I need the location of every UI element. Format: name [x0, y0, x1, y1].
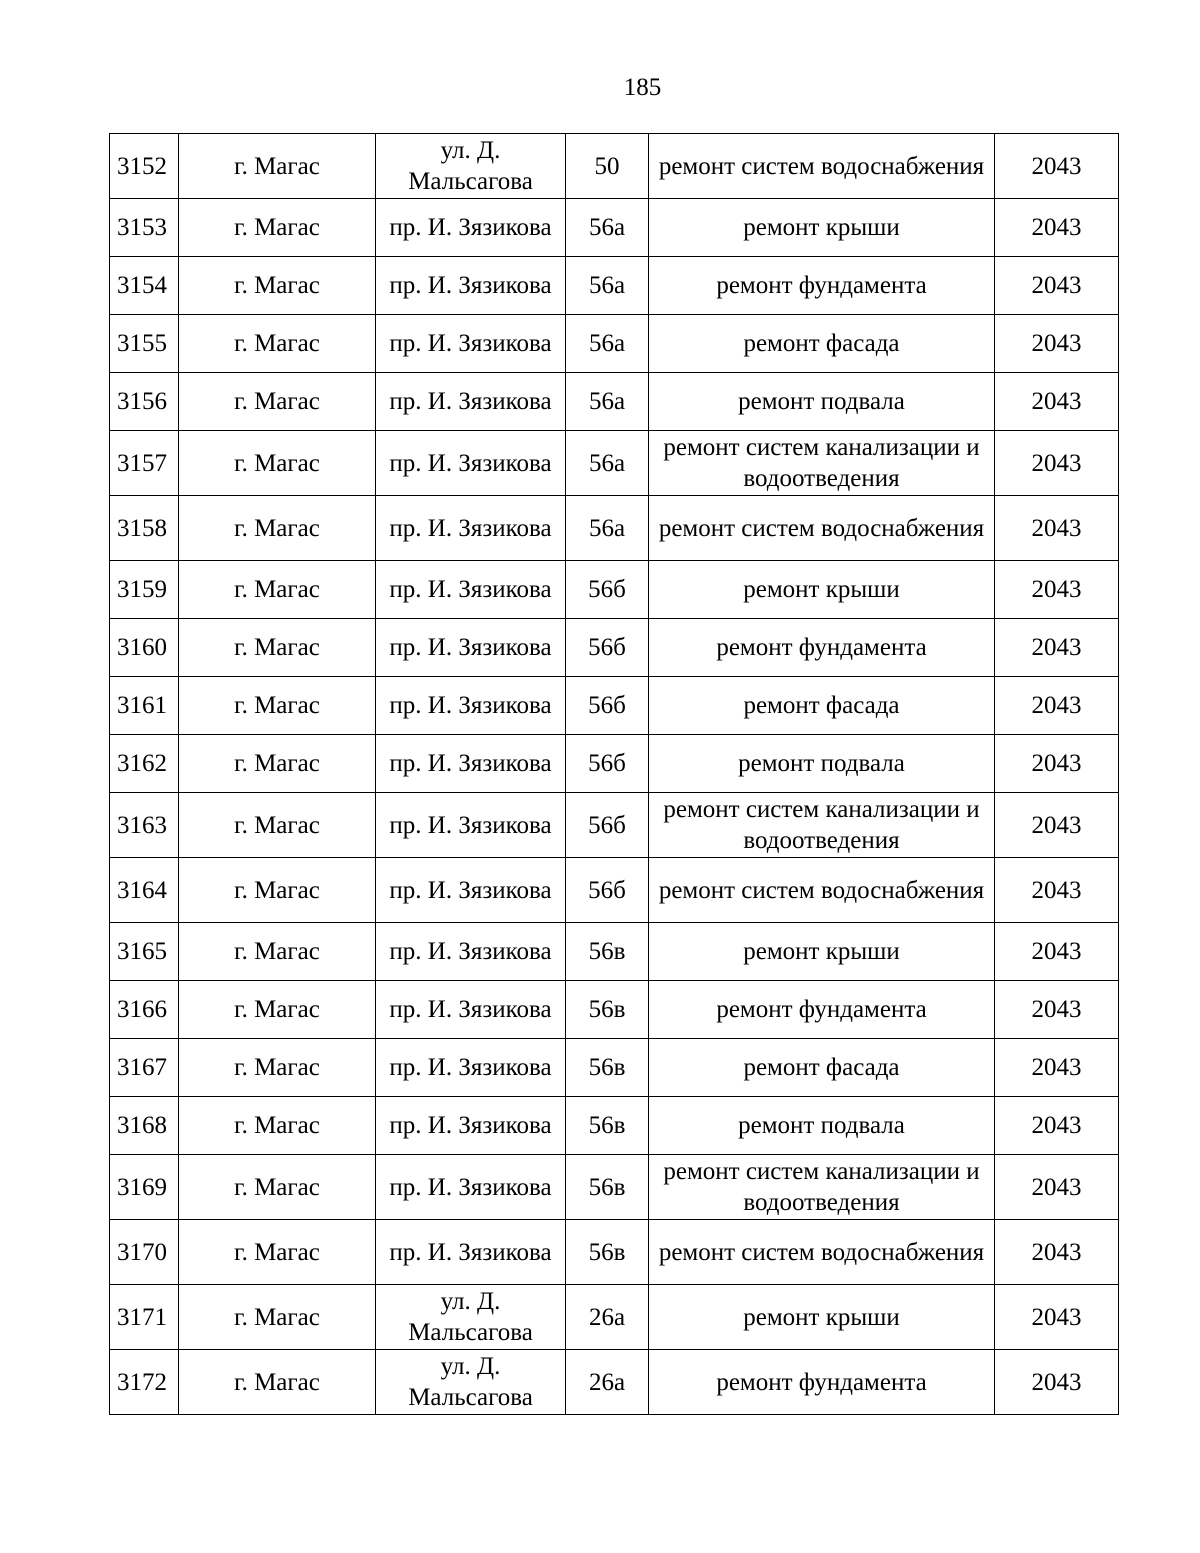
- city-cell: г. Магас: [179, 561, 376, 619]
- row-number: 3166: [110, 981, 179, 1039]
- house-cell: 56а: [566, 315, 649, 373]
- year-cell: 2043: [995, 315, 1119, 373]
- street-cell: пр. И. Зязикова: [376, 677, 566, 735]
- city-cell: г. Магас: [179, 923, 376, 981]
- house-cell: 56а: [566, 199, 649, 257]
- work-type-cell: ремонт фундамента: [649, 257, 995, 315]
- table-row: [110, 373, 1119, 431]
- table-row: [110, 858, 1119, 923]
- city-cell: г. Магас: [179, 1350, 376, 1415]
- city-cell: г. Магас: [179, 735, 376, 793]
- row-number: 3168: [110, 1097, 179, 1155]
- house-cell: 26а: [566, 1285, 649, 1350]
- city-cell: г. Магас: [179, 134, 376, 199]
- house-cell: 56а: [566, 431, 649, 496]
- table-row: [110, 619, 1119, 677]
- year-cell: 2043: [995, 199, 1119, 257]
- house-cell: 56в: [566, 1097, 649, 1155]
- work-type-cell: ремонт крыши: [649, 1285, 995, 1350]
- street-cell: пр. И. Зязикова: [376, 735, 566, 793]
- street-cell: пр. И. Зязикова: [376, 1220, 566, 1285]
- street-cell: пр. И. Зязикова: [376, 561, 566, 619]
- row-number: 3161: [110, 677, 179, 735]
- table-row: [110, 257, 1119, 315]
- house-cell: 50: [566, 134, 649, 199]
- works-table-body: [110, 134, 1119, 1415]
- house-cell: 56а: [566, 257, 649, 315]
- city-cell: г. Магас: [179, 677, 376, 735]
- street-cell: пр. И. Зязикова: [376, 793, 566, 858]
- house-cell: 56б: [566, 619, 649, 677]
- city-cell: г. Магас: [179, 1155, 376, 1220]
- year-cell: 2043: [995, 858, 1119, 923]
- year-cell: 2043: [995, 923, 1119, 981]
- street-cell: пр. И. Зязикова: [376, 619, 566, 677]
- row-number: 3170: [110, 1220, 179, 1285]
- street-cell: пр. И. Зязикова: [376, 431, 566, 496]
- street-cell: пр. И. Зязикова: [376, 496, 566, 561]
- work-type-cell: ремонт подвала: [649, 1097, 995, 1155]
- year-cell: 2043: [995, 735, 1119, 793]
- row-number: 3164: [110, 858, 179, 923]
- work-type-cell: ремонт фасада: [649, 315, 995, 373]
- house-cell: 56в: [566, 981, 649, 1039]
- city-cell: г. Магас: [179, 1285, 376, 1350]
- year-cell: 2043: [995, 1220, 1119, 1285]
- house-cell: 56в: [566, 1039, 649, 1097]
- table-row: [110, 735, 1119, 793]
- year-cell: 2043: [995, 1285, 1119, 1350]
- house-cell: 56б: [566, 677, 649, 735]
- street-cell: пр. И. Зязикова: [376, 1155, 566, 1220]
- year-cell: 2043: [995, 1097, 1119, 1155]
- work-type-cell: ремонт фундамента: [649, 619, 995, 677]
- year-cell: 2043: [995, 1155, 1119, 1220]
- street-cell: пр. И. Зязикова: [376, 257, 566, 315]
- street-cell: пр. И. Зязикова: [376, 199, 566, 257]
- row-number: 3172: [110, 1350, 179, 1415]
- row-number: 3154: [110, 257, 179, 315]
- page-number: 185: [623, 74, 662, 101]
- house-cell: 56в: [566, 1155, 649, 1220]
- city-cell: г. Магас: [179, 257, 376, 315]
- street-cell: пр. И. Зязикова: [376, 923, 566, 981]
- house-cell: 56в: [566, 923, 649, 981]
- work-type-cell: ремонт систем водоснабжения: [649, 858, 995, 923]
- table-row: [110, 315, 1119, 373]
- work-type-cell: ремонт систем канализации и водоотведения: [649, 793, 995, 858]
- table-row: [110, 561, 1119, 619]
- row-number: 3162: [110, 735, 179, 793]
- street-cell: ул. Д. Мальсагова: [376, 134, 566, 199]
- street-cell: ул. Д. Мальсагова: [376, 1285, 566, 1350]
- table-row: [110, 1097, 1119, 1155]
- table-row: [110, 134, 1119, 199]
- street-cell: пр. И. Зязикова: [376, 315, 566, 373]
- row-number: 3171: [110, 1285, 179, 1350]
- house-cell: 56б: [566, 793, 649, 858]
- street-cell: ул. Д. Мальсагова: [376, 1350, 566, 1415]
- year-cell: 2043: [995, 431, 1119, 496]
- city-cell: г. Магас: [179, 1039, 376, 1097]
- year-cell: 2043: [995, 981, 1119, 1039]
- street-cell: пр. И. Зязикова: [376, 858, 566, 923]
- table-row: [110, 199, 1119, 257]
- year-cell: 2043: [995, 793, 1119, 858]
- works-table: [109, 133, 1119, 1415]
- work-type-cell: ремонт систем водоснабжения: [649, 496, 995, 561]
- house-cell: 56в: [566, 1220, 649, 1285]
- table-row: [110, 1350, 1119, 1415]
- house-cell: 26а: [566, 1350, 649, 1415]
- work-type-cell: ремонт систем водоснабжения: [649, 134, 995, 199]
- work-type-cell: ремонт крыши: [649, 923, 995, 981]
- table-row: [110, 677, 1119, 735]
- row-number: 3165: [110, 923, 179, 981]
- city-cell: г. Магас: [179, 981, 376, 1039]
- house-cell: 56а: [566, 496, 649, 561]
- work-type-cell: ремонт систем канализации и водоотведения: [649, 431, 995, 496]
- table-row: [110, 981, 1119, 1039]
- year-cell: 2043: [995, 677, 1119, 735]
- city-cell: г. Магас: [179, 858, 376, 923]
- row-number: 3153: [110, 199, 179, 257]
- city-cell: г. Магас: [179, 315, 376, 373]
- year-cell: 2043: [995, 134, 1119, 199]
- house-cell: 56б: [566, 735, 649, 793]
- house-cell: 56б: [566, 561, 649, 619]
- table-row: [110, 793, 1119, 858]
- work-type-cell: ремонт фасада: [649, 1039, 995, 1097]
- table-row: [110, 1039, 1119, 1097]
- work-type-cell: ремонт подвала: [649, 735, 995, 793]
- year-cell: 2043: [995, 496, 1119, 561]
- city-cell: г. Магас: [179, 496, 376, 561]
- table-row: [110, 923, 1119, 981]
- year-cell: 2043: [995, 619, 1119, 677]
- work-type-cell: ремонт крыши: [649, 199, 995, 257]
- work-type-cell: ремонт систем водоснабжения: [649, 1220, 995, 1285]
- row-number: 3158: [110, 496, 179, 561]
- work-type-cell: ремонт фасада: [649, 677, 995, 735]
- street-cell: пр. И. Зязикова: [376, 1039, 566, 1097]
- year-cell: 2043: [995, 1350, 1119, 1415]
- row-number: 3155: [110, 315, 179, 373]
- city-cell: г. Магас: [179, 431, 376, 496]
- year-cell: 2043: [995, 1039, 1119, 1097]
- work-type-cell: ремонт крыши: [649, 561, 995, 619]
- house-cell: 56а: [566, 373, 649, 431]
- city-cell: г. Магас: [179, 199, 376, 257]
- city-cell: г. Магас: [179, 793, 376, 858]
- city-cell: г. Магас: [179, 1097, 376, 1155]
- year-cell: 2043: [995, 257, 1119, 315]
- row-number: 3167: [110, 1039, 179, 1097]
- city-cell: г. Магас: [179, 373, 376, 431]
- row-number: 3169: [110, 1155, 179, 1220]
- city-cell: г. Магас: [179, 1220, 376, 1285]
- table-row: [110, 1285, 1119, 1350]
- work-type-cell: ремонт систем канализации и водоотведения: [649, 1155, 995, 1220]
- row-number: 3152: [110, 134, 179, 199]
- table-row: [110, 1220, 1119, 1285]
- work-type-cell: ремонт подвала: [649, 373, 995, 431]
- street-cell: пр. И. Зязикова: [376, 981, 566, 1039]
- row-number: 3159: [110, 561, 179, 619]
- row-number: 3156: [110, 373, 179, 431]
- table-row: [110, 431, 1119, 496]
- table-row: [110, 496, 1119, 561]
- street-cell: пр. И. Зязикова: [376, 373, 566, 431]
- work-type-cell: ремонт фундамента: [649, 1350, 995, 1415]
- year-cell: 2043: [995, 561, 1119, 619]
- city-cell: г. Магас: [179, 619, 376, 677]
- house-cell: 56б: [566, 858, 649, 923]
- work-type-cell: ремонт фундамента: [649, 981, 995, 1039]
- year-cell: 2043: [995, 373, 1119, 431]
- row-number: 3160: [110, 619, 179, 677]
- street-cell: пр. И. Зязикова: [376, 1097, 566, 1155]
- row-number: 3163: [110, 793, 179, 858]
- table-row: [110, 1155, 1119, 1220]
- row-number: 3157: [110, 431, 179, 496]
